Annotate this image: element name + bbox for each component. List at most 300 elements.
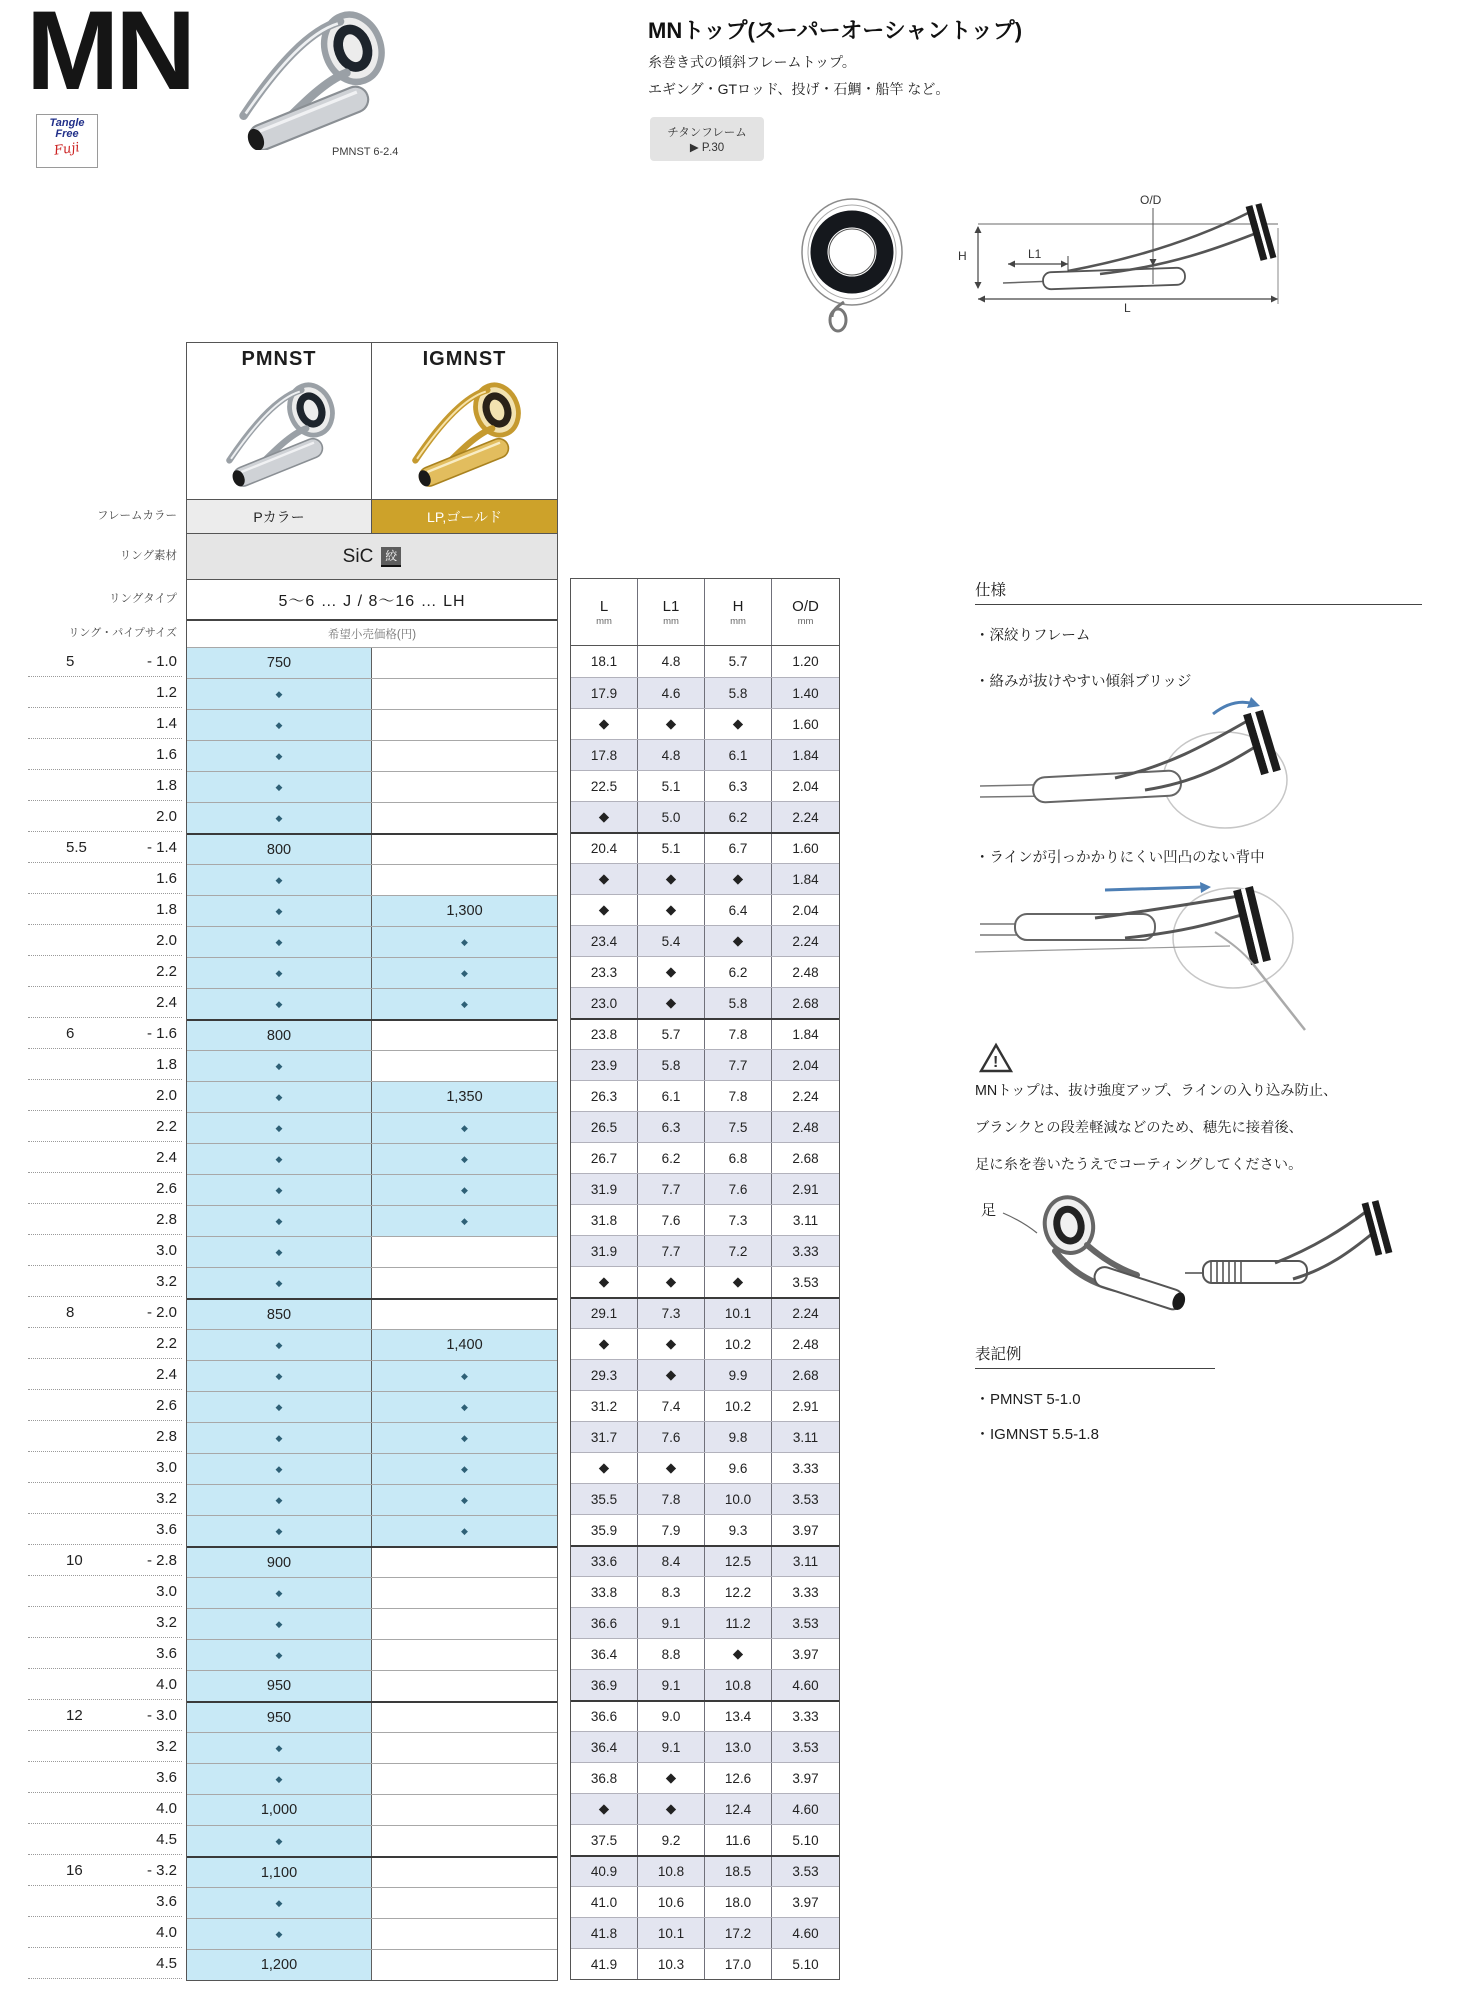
- cell-OD: 3.11: [792, 1554, 819, 1569]
- cell-L: 26.5: [571, 1112, 638, 1142]
- cell-L: 35.5: [571, 1484, 638, 1514]
- table-row-measurements: [571, 1359, 839, 1390]
- table-row-measurements: [571, 1669, 839, 1700]
- cell-L1: 7.8: [638, 1484, 705, 1514]
- size-group-label: 6: [66, 1024, 75, 1042]
- col-header-L1: [638, 579, 705, 645]
- table-row-size-label: [28, 1142, 182, 1173]
- pmnst-price-cell: ◆: [187, 1268, 372, 1298]
- cell-OD: 3.97: [792, 1522, 819, 1538]
- table-row-size-label: [28, 1018, 182, 1049]
- cell-L1: 5.1: [638, 771, 705, 801]
- size-pipe-label: 3.2: [156, 1613, 177, 1631]
- cell-H: ◆: [705, 1639, 772, 1669]
- table-row-measurements: [571, 1638, 839, 1669]
- igmnst-price-cell: [372, 679, 557, 709]
- size-pipe-label: 2.0: [156, 807, 177, 825]
- pmnst-price-cell: 950: [187, 1703, 372, 1732]
- pmnst-price-cell: ◆: [187, 1392, 372, 1422]
- size-pipe-label: 1.8: [156, 1055, 177, 1073]
- table-row-prices: [187, 1081, 557, 1112]
- cell-OD: 5.10: [792, 1832, 819, 1848]
- table-row-prices: [187, 988, 557, 1019]
- table-row-size-label: [28, 1638, 182, 1669]
- cell-H: 13.4: [705, 1702, 772, 1731]
- cell-H: ◆: [705, 926, 772, 956]
- size-pipe-label: 2.8: [156, 1427, 177, 1445]
- size-pipe-label: 1.4: [156, 714, 177, 732]
- table-row-measurements: [571, 1049, 839, 1080]
- cell-L1: 6.2: [638, 1143, 705, 1173]
- size-pipe-label: - 2.8: [146, 1551, 177, 1569]
- cell-L: 23.4: [571, 926, 638, 956]
- cell-OD: 2.24: [792, 809, 819, 825]
- dimension-side-view-diagram: [948, 186, 1328, 319]
- size-pipe-label: - 1.0: [146, 652, 177, 670]
- cell-H: 6.3: [705, 771, 772, 801]
- pmnst-price-cell: 800: [187, 835, 372, 864]
- table-row-measurements: [571, 1142, 839, 1173]
- cell-H: 7.8: [705, 1020, 772, 1049]
- size-pipe-label: 1.2: [156, 683, 177, 701]
- cell-L: 36.9: [571, 1670, 638, 1700]
- cell-L1: 9.1: [638, 1670, 705, 1700]
- table-row-prices: [187, 1577, 557, 1608]
- cell-L1: 5.0: [638, 802, 705, 832]
- table-row-size-label: [28, 739, 182, 770]
- pmnst-price-cell: ◆: [187, 1361, 372, 1391]
- igmnst-price-cell: [372, 1640, 557, 1670]
- cell-L: 33.6: [571, 1547, 638, 1576]
- pmnst-price-cell: ◆: [187, 741, 372, 771]
- cell-OD: 2.24: [792, 1088, 819, 1104]
- cell-L: 31.7: [571, 1422, 638, 1452]
- cell-L1: 4.8: [638, 740, 705, 770]
- size-pipe-label: 4.0: [156, 1675, 177, 1693]
- tangle-free-line2: Free: [55, 128, 79, 140]
- table-row-prices: [187, 864, 557, 895]
- table-row-prices: [187, 1298, 557, 1329]
- cell-OD: 2.91: [792, 1398, 819, 1414]
- igmnst-price-cell: [372, 1609, 557, 1639]
- col-header-H-label: H: [732, 597, 744, 615]
- dim-label-l1: L1: [1028, 247, 1042, 261]
- pmnst-price-cell: ◆: [187, 927, 372, 957]
- cell-L1: 5.7: [638, 1020, 705, 1049]
- table-row-measurements: [571, 1421, 839, 1452]
- cell-L: 31.9: [571, 1174, 638, 1204]
- cell-H: 5.8: [705, 678, 772, 708]
- table-row-measurements: [571, 770, 839, 801]
- price-rows: [187, 647, 557, 1980]
- cell-L1: ◆: [638, 864, 705, 894]
- foot-label: 足: [981, 1202, 997, 1219]
- table-row-measurements: [571, 1762, 839, 1793]
- table-row-measurements: [571, 1700, 839, 1731]
- cell-H: ◆: [705, 1267, 772, 1297]
- label-ring-type: リングタイプ: [109, 593, 177, 605]
- tangle-free-line1: Tangle: [49, 117, 85, 129]
- cell-L: ◆: [571, 1267, 638, 1297]
- cell-H: 6.2: [705, 957, 772, 987]
- cell-H: 10.8: [705, 1670, 772, 1700]
- spec-bullet-2: ・絡みが抜けやすい傾斜ブリッジ: [975, 674, 1192, 690]
- measurement-rows: [571, 646, 839, 1979]
- cell-L: 17.8: [571, 740, 638, 770]
- warning-line-1: MNトップは、抜け強度アップ、ラインの入り込み防止、: [975, 1083, 1338, 1099]
- cell-L1: 8.8: [638, 1639, 705, 1669]
- table-row-measurements: [571, 1545, 839, 1576]
- cell-L1: 4.8: [638, 646, 705, 677]
- size-pipe-label: 2.0: [156, 931, 177, 949]
- table-row-measurements: [571, 987, 839, 1018]
- size-pipe-label: 1.8: [156, 776, 177, 794]
- notation-heading: 表記例: [975, 1346, 1022, 1363]
- cell-L: 26.3: [571, 1081, 638, 1111]
- table-row-size-label: [28, 1328, 182, 1359]
- table-row-size-label: [28, 1762, 182, 1793]
- table-row-prices: [187, 678, 557, 709]
- col-header-OD: [772, 579, 839, 645]
- pmnst-price-cell: ◆: [187, 989, 372, 1019]
- cell-L: ◆: [571, 1453, 638, 1483]
- cell-L: ◆: [571, 864, 638, 894]
- igmnst-price-cell: ◆: [372, 1175, 557, 1205]
- pmnst-price-cell: ◆: [187, 710, 372, 740]
- pmnst-price-cell: ◆: [187, 1516, 372, 1546]
- table-row-size-label: [28, 987, 182, 1018]
- size-pipe-label: 4.0: [156, 1923, 177, 1941]
- pmnst-price-cell: 950: [187, 1671, 372, 1701]
- cell-H: 7.5: [705, 1112, 772, 1142]
- cell-OD: 2.91: [792, 1181, 819, 1197]
- size-pipe-label: 2.6: [156, 1179, 177, 1197]
- cell-L1: 10.8: [638, 1857, 705, 1886]
- pmnst-price-cell: ◆: [187, 1454, 372, 1484]
- size-group-label: 5.5: [66, 838, 87, 856]
- cell-L1: ◆: [638, 895, 705, 925]
- table-row-measurements: [571, 1328, 839, 1359]
- table-row-prices: [187, 1453, 557, 1484]
- cell-OD: 2.24: [792, 933, 819, 949]
- pmnst-price-cell: ◆: [187, 803, 372, 833]
- pmnst-price-cell: 850: [187, 1300, 372, 1329]
- col-header-L: [571, 579, 638, 645]
- frame-color-pmnst: Pカラー: [187, 500, 372, 533]
- cell-L: 37.5: [571, 1825, 638, 1855]
- table-row-size-label: [28, 1917, 182, 1948]
- pmnst-price-cell: ◆: [187, 1206, 372, 1236]
- cell-L1: ◆: [638, 709, 705, 739]
- table-row-measurements: [571, 1390, 839, 1421]
- cell-L1: 6.1: [638, 1081, 705, 1111]
- cell-L1: 7.7: [638, 1174, 705, 1204]
- igmnst-price-cell: [372, 1764, 557, 1794]
- cell-H: 10.2: [705, 1329, 772, 1359]
- spec-heading-rule: [975, 604, 1422, 605]
- size-pipe-label: 3.6: [156, 1644, 177, 1662]
- measurement-header-row: [571, 579, 839, 646]
- pmnst-price-cell: 750: [187, 648, 372, 678]
- warning-line-3: 足に糸を巻いたうえでコーティングしてください。: [975, 1157, 1303, 1173]
- pmnst-price-cell: ◆: [187, 1733, 372, 1763]
- foot-wrap-drawing: [975, 1185, 1405, 1335]
- table-row-prices: [187, 740, 557, 771]
- size-pipe-label: - 2.0: [146, 1303, 177, 1321]
- table-row-measurements: [571, 1452, 839, 1483]
- cell-OD: 3.97: [792, 1894, 819, 1910]
- pmnst-price-cell: ◆: [187, 1578, 372, 1608]
- cell-OD: 3.11: [792, 1212, 819, 1228]
- igmnst-price-cell: [372, 1858, 557, 1887]
- pmnst-price-cell: 1,100: [187, 1858, 372, 1887]
- size-pipe-label: 4.5: [156, 1954, 177, 1972]
- cell-H: 12.6: [705, 1763, 772, 1793]
- frame-color-row: [187, 499, 557, 533]
- notation-example-2: ・IGMNST 5.5-1.8: [975, 1426, 1099, 1443]
- table-row-prices: [187, 1360, 557, 1391]
- table-row-size-label: [28, 1824, 182, 1855]
- pmnst-price-cell: 1,000: [187, 1795, 372, 1825]
- table-row-size-label: [28, 1948, 182, 1979]
- col-header-L-label: L: [599, 597, 609, 615]
- pmnst-price-cell: ◆: [187, 1888, 372, 1918]
- pmnst-price-cell: ◆: [187, 1919, 372, 1949]
- table-row-size-label: [28, 1855, 182, 1886]
- cell-H: 5.8: [705, 988, 772, 1018]
- titanium-badge-page-ref: ▶ P.30: [689, 142, 725, 154]
- table-row-measurements: [571, 1204, 839, 1235]
- pmnst-price-cell: ◆: [187, 1826, 372, 1856]
- cell-OD: 3.33: [792, 1584, 819, 1600]
- cell-H: 7.8: [705, 1081, 772, 1111]
- table-row-size-label: [28, 1483, 182, 1514]
- page-title: MNトップ(スーパーオーシャントップ): [648, 18, 1023, 43]
- size-pipe-label: 1.6: [156, 869, 177, 887]
- table-row-measurements: [571, 1266, 839, 1297]
- size-pipe-label: 3.2: [156, 1489, 177, 1507]
- cell-OD: 2.68: [792, 995, 819, 1011]
- size-group-label: 10: [66, 1551, 83, 1569]
- table-row-measurements: [571, 1173, 839, 1204]
- cell-OD: 2.68: [792, 1150, 819, 1166]
- cell-L1: 7.6: [638, 1205, 705, 1235]
- cell-L1: 10.3: [638, 1949, 705, 1979]
- tilt-bridge-diagram: [975, 694, 1345, 847]
- cell-H: 6.2: [705, 802, 772, 832]
- size-pipe-label: 2.0: [156, 1086, 177, 1104]
- size-pipe-label: 2.2: [156, 1117, 177, 1135]
- cell-H: 6.4: [705, 895, 772, 925]
- size-pipe-label: 2.6: [156, 1396, 177, 1414]
- titanium-frame-link-badge[interactable]: [650, 117, 764, 161]
- cell-L: 41.0: [571, 1887, 638, 1917]
- cell-OD: 5.10: [792, 1956, 819, 1972]
- cell-L1: ◆: [638, 988, 705, 1018]
- table-row-measurements: [571, 1886, 839, 1917]
- table-row-measurements: [571, 832, 839, 863]
- model-header-pmnst: [187, 343, 372, 499]
- product-photo-caption: PMNST 6-2.4: [332, 146, 399, 158]
- cell-OD: 2.04: [792, 778, 819, 794]
- table-row-prices: [187, 1732, 557, 1763]
- cell-L1: 8.3: [638, 1577, 705, 1607]
- igmnst-price-cell: ◆: [372, 1392, 557, 1422]
- cell-L: ◆: [571, 1794, 638, 1824]
- size-pipe-label: 3.6: [156, 1892, 177, 1910]
- col-header-L-unit: mm: [596, 615, 612, 627]
- size-pipe-label: 2.8: [156, 1210, 177, 1228]
- dimension-side-view-drawing: [948, 186, 1328, 314]
- table-row-measurements: [571, 708, 839, 739]
- ring-material-value: SiC: [342, 545, 374, 567]
- cell-L: 23.9: [571, 1050, 638, 1080]
- cell-OD: 2.04: [792, 1057, 819, 1073]
- cell-H: 6.7: [705, 834, 772, 863]
- cell-OD: 2.48: [792, 1119, 819, 1135]
- ring-type-value: 5〜6 … J / 8〜16 … LH: [278, 593, 466, 610]
- pmnst-price-cell: ◆: [187, 1082, 372, 1112]
- igmnst-price-cell: ◆: [372, 989, 557, 1019]
- igmnst-price-cell: [372, 1578, 557, 1608]
- table-row-measurements: [571, 863, 839, 894]
- cell-L1: 10.1: [638, 1918, 705, 1948]
- cell-L1: 9.0: [638, 1702, 705, 1731]
- pmnst-price-cell: ◆: [187, 1764, 372, 1794]
- igmnst-price-cell: [372, 1703, 557, 1732]
- model-name-pmnst: PMNST: [241, 348, 317, 370]
- pmnst-price-cell: ◆: [187, 1144, 372, 1174]
- cell-L1: 7.3: [638, 1299, 705, 1328]
- cell-H: 9.8: [705, 1422, 772, 1452]
- cell-L: 41.9: [571, 1949, 638, 1979]
- col-header-OD-label: O/D: [792, 597, 819, 615]
- label-ring-pipe-size: リング・パイプサイズ: [68, 627, 177, 639]
- cell-L1: ◆: [638, 1453, 705, 1483]
- cell-L: 29.1: [571, 1299, 638, 1328]
- cell-L1: ◆: [638, 1267, 705, 1297]
- dim-label-h: H: [958, 249, 967, 263]
- cell-L: 26.7: [571, 1143, 638, 1173]
- table-row-size-label: [28, 1266, 182, 1297]
- table-row-size-label: [28, 770, 182, 801]
- svg-text:!: !: [993, 1054, 999, 1071]
- cell-L: 36.8: [571, 1763, 638, 1793]
- cell-L1: 7.4: [638, 1391, 705, 1421]
- cell-L1: 5.8: [638, 1050, 705, 1080]
- igmnst-price-cell: [372, 1950, 557, 1980]
- cell-L: 40.9: [571, 1857, 638, 1886]
- cell-H: 17.2: [705, 1918, 772, 1948]
- table-row-prices: [187, 802, 557, 833]
- table-row-prices: [187, 1050, 557, 1081]
- cell-L1: 9.1: [638, 1732, 705, 1762]
- table-row-size-label: [28, 1886, 182, 1917]
- cell-H: 10.2: [705, 1391, 772, 1421]
- table-row-size-label: [28, 1576, 182, 1607]
- igmnst-price-cell: [372, 803, 557, 833]
- cell-OD: 4.60: [792, 1925, 819, 1941]
- pmnst-price-cell: ◆: [187, 1485, 372, 1515]
- table-row-prices: [187, 1143, 557, 1174]
- cell-L1: 5.1: [638, 834, 705, 863]
- table-row-measurements: [571, 1576, 839, 1607]
- guide-thumb-silver: [199, 371, 359, 489]
- cell-H: ◆: [705, 864, 772, 894]
- cell-L: ◆: [571, 1329, 638, 1359]
- cell-L: 22.5: [571, 771, 638, 801]
- cell-OD: 2.24: [792, 1306, 819, 1321]
- cell-H: 11.6: [705, 1825, 772, 1855]
- pmnst-price-cell: 800: [187, 1021, 372, 1050]
- size-pipe-label: - 3.2: [146, 1861, 177, 1879]
- cell-L: 18.1: [571, 646, 638, 677]
- cell-L1: ◆: [638, 1360, 705, 1390]
- ring-type-row: [187, 579, 557, 619]
- cell-L: 29.3: [571, 1360, 638, 1390]
- table-row-prices: [187, 957, 557, 988]
- table-row-prices: [187, 926, 557, 957]
- cell-L1: 5.4: [638, 926, 705, 956]
- table-row-size-label: [28, 677, 182, 708]
- intro-block: [648, 14, 1308, 99]
- size-pipe-label: 3.6: [156, 1768, 177, 1786]
- col-header-L1-label: L1: [662, 597, 680, 615]
- model-header-igmnst: [372, 343, 557, 499]
- cell-H: 18.0: [705, 1887, 772, 1917]
- table-row-measurements: [571, 646, 839, 677]
- cell-OD: 2.68: [792, 1367, 819, 1383]
- igmnst-price-cell: 1,400: [372, 1330, 557, 1360]
- igmnst-price-cell: [372, 1826, 557, 1856]
- cell-L: 41.8: [571, 1918, 638, 1948]
- table-row-size-label: [28, 1793, 182, 1824]
- igmnst-price-cell: 1,300: [372, 896, 557, 926]
- pmnst-price-cell: ◆: [187, 896, 372, 926]
- table-row-measurements: [571, 1297, 839, 1328]
- cell-L: 23.0: [571, 988, 638, 1018]
- table-row-prices: [187, 1639, 557, 1670]
- size-pipe-label: - 1.6: [146, 1024, 177, 1042]
- table-row-prices: [187, 895, 557, 926]
- cell-H: 17.0: [705, 1949, 772, 1979]
- table-row-size-label: [28, 832, 182, 863]
- tilt-bridge-drawing: [975, 694, 1345, 842]
- igmnst-price-cell: [372, 1548, 557, 1577]
- cell-H: 10.0: [705, 1484, 772, 1514]
- tangle-free-logo: [36, 114, 98, 168]
- table-row-size-label: [28, 708, 182, 739]
- cell-OD: 3.97: [792, 1646, 819, 1662]
- table-row-measurements: [571, 1111, 839, 1142]
- table-row-prices: [187, 1670, 557, 1701]
- pmnst-price-cell: ◆: [187, 865, 372, 895]
- table-row-size-label: [28, 1297, 182, 1328]
- cell-H: 10.1: [705, 1299, 772, 1328]
- table-row-measurements: [571, 1514, 839, 1545]
- cell-H: 18.5: [705, 1857, 772, 1886]
- model-header-row: [187, 343, 557, 499]
- table-row-size-label: [28, 863, 182, 894]
- cell-H: 7.7: [705, 1050, 772, 1080]
- cell-L: 17.9: [571, 678, 638, 708]
- table-row-prices: [187, 1701, 557, 1732]
- cell-OD: 3.97: [792, 1770, 819, 1786]
- table-row-size-label: [28, 1700, 182, 1731]
- igmnst-price-cell: [372, 648, 557, 678]
- cell-L: ◆: [571, 709, 638, 739]
- guide-thumb-gold: [385, 371, 545, 489]
